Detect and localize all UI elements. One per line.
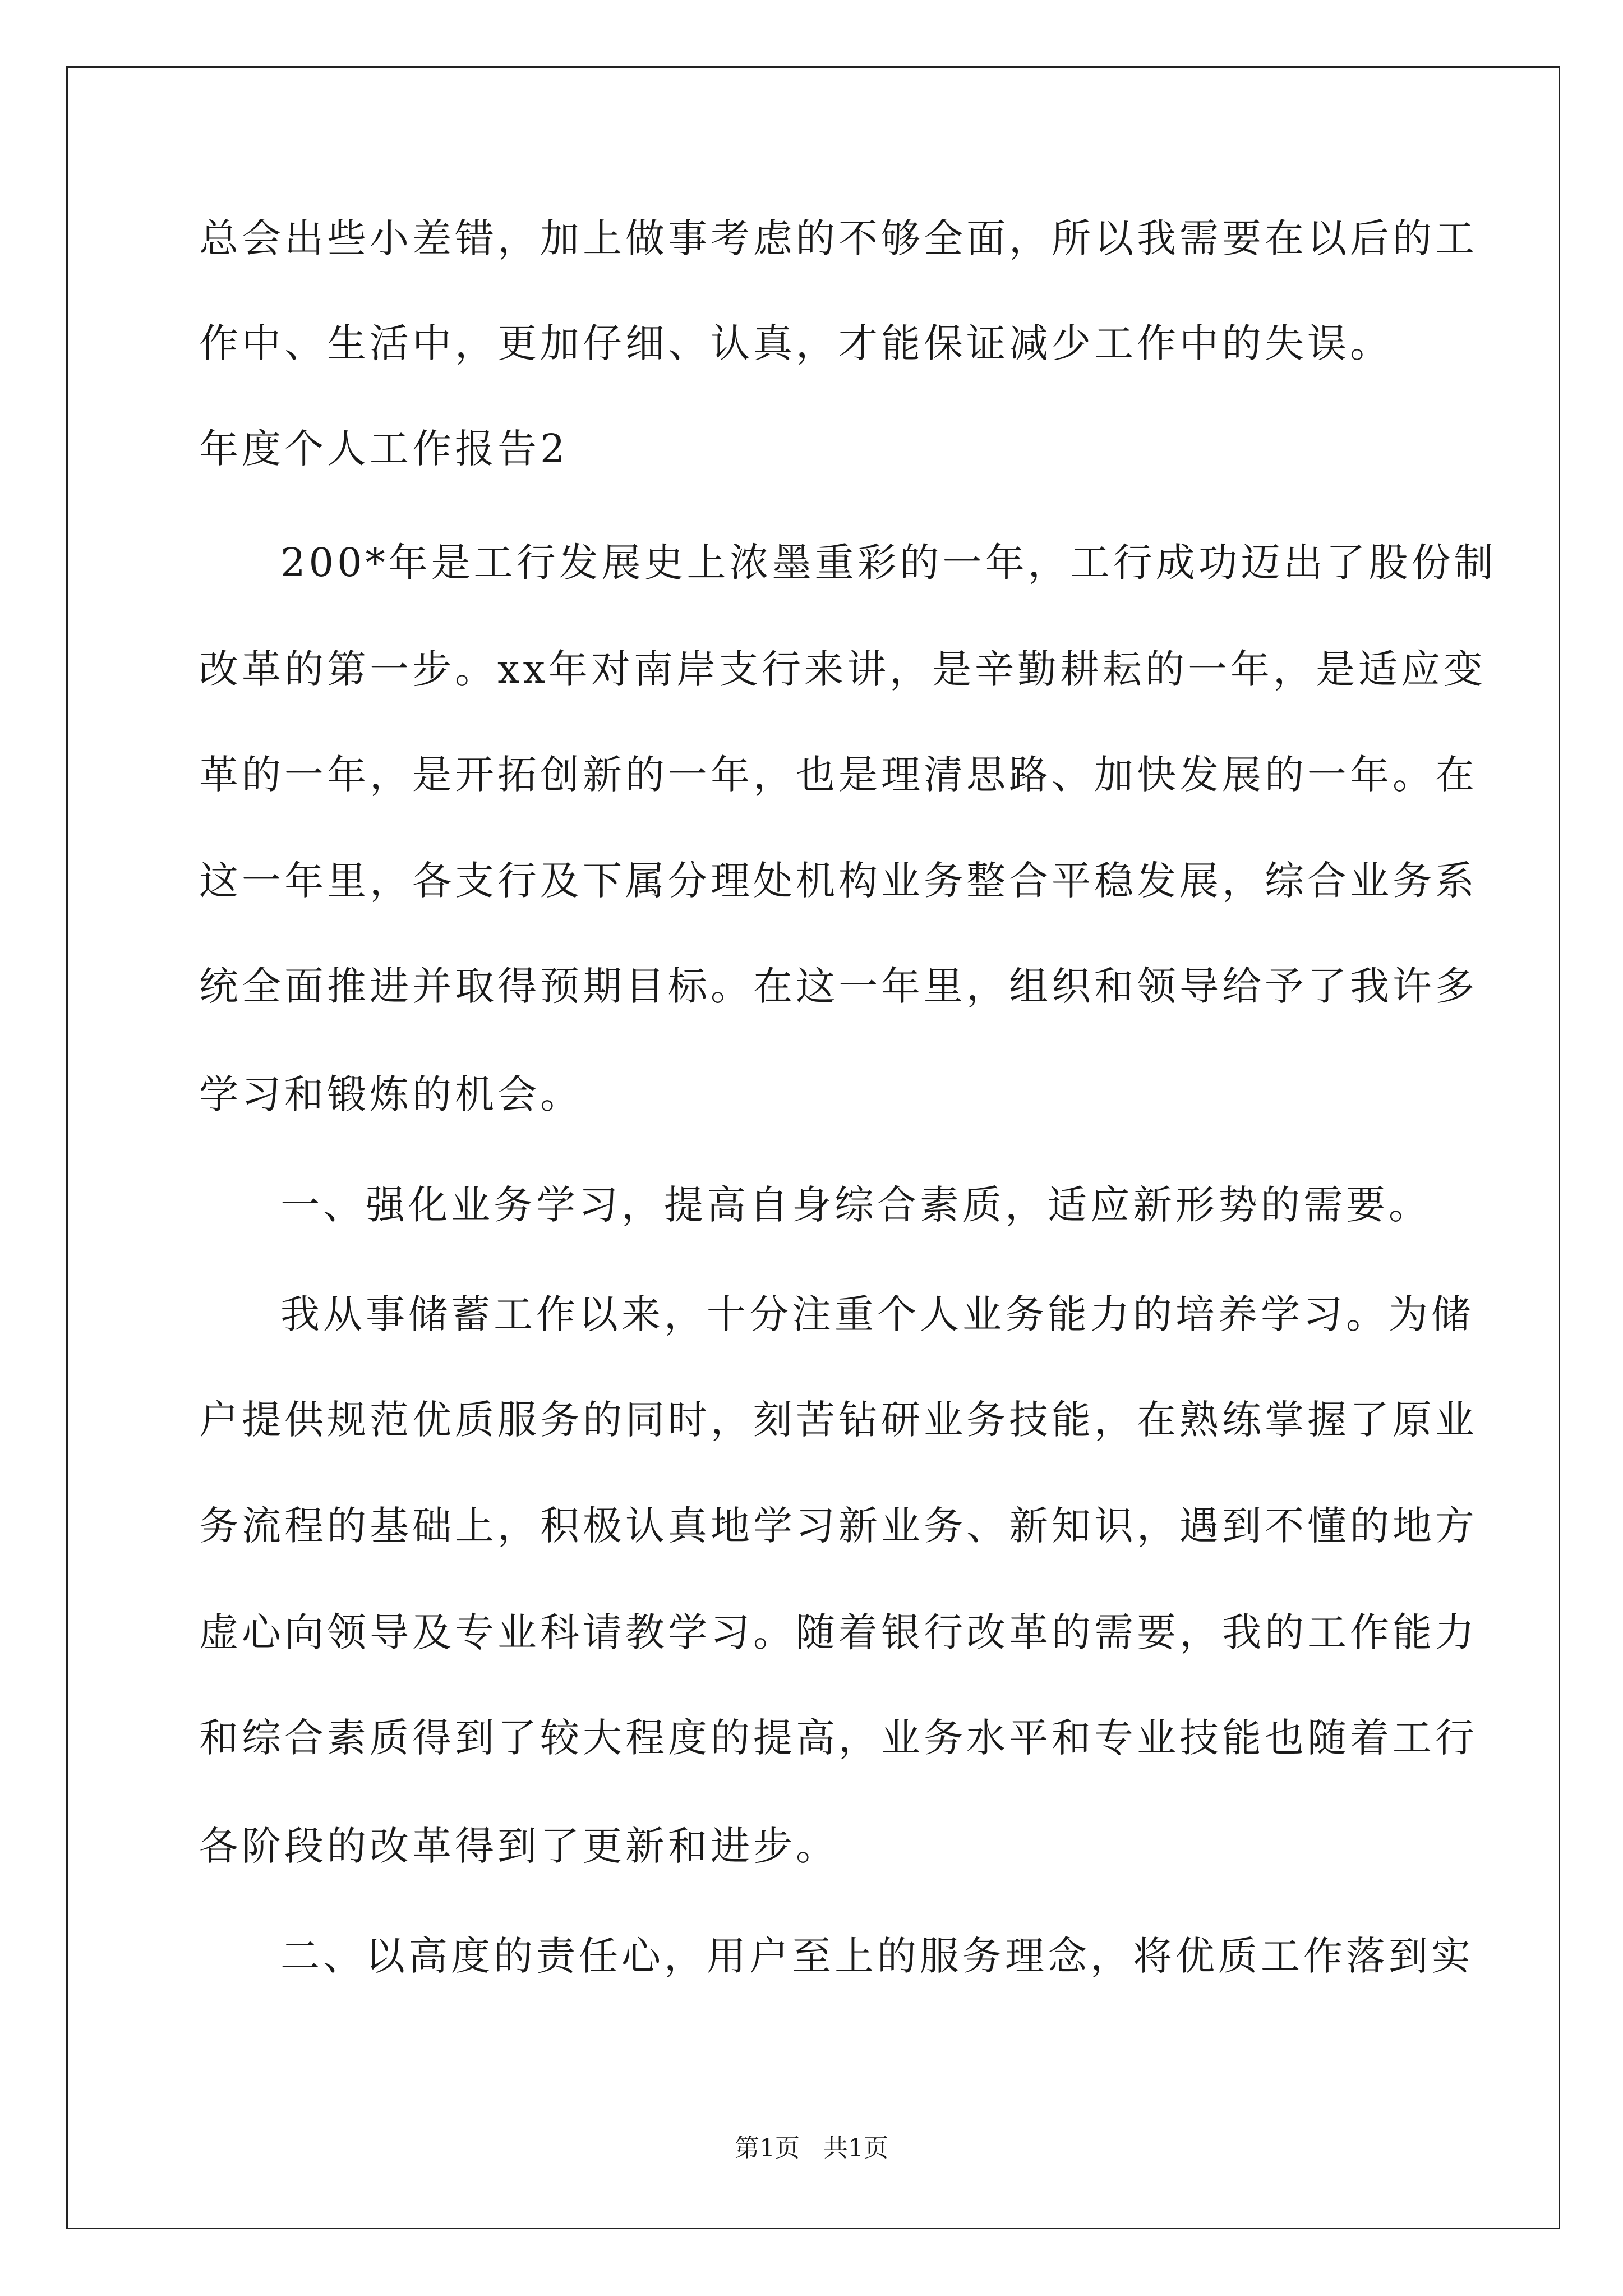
text-line: 我从事储蓄工作以来，十分注重个人业务能力的培养学习。为储 <box>280 1291 1474 1337</box>
text-line: 虚心向领导及专业科请教学习。随着银行改革的需要，我的工作能力 <box>199 1609 1478 1655</box>
page-number: 第1页 共1页 <box>735 2134 888 2162</box>
text-line: 作中、生活中，更加仔细、认真，才能保证减少工作中的失误。 <box>199 320 1393 366</box>
text-line: 统全面推进并取得预期目标。在这一年里，组织和领导给予了我许多 <box>199 963 1478 1009</box>
text-line: 二、以高度的责任心，用户至上的服务理念，将优质工作落到实 <box>280 1933 1474 1979</box>
page-border <box>66 66 1560 2229</box>
text-line: 各阶段的改革得到了更新和进步。 <box>199 1823 838 1869</box>
text-line: 学习和锻炼的机会。 <box>199 1071 583 1117</box>
text-line: 这一年里，各支行及下属分理处机构业务整合平稳发展，综合业务系 <box>199 858 1478 904</box>
text-line: 户提供规范优质服务的同时，刻苦钻研业务技能，在熟练掌握了原业 <box>199 1397 1478 1443</box>
text-line: 革的一年，是开拓创新的一年，也是理清思路、加快发展的一年。在 <box>199 752 1478 798</box>
text-line: 总会出些小差错，加上做事考虑的不够全面，所以我需要在以后的工 <box>199 215 1478 261</box>
text-line: 务流程的基础上，积极认真地学习新业务、新知识，遇到不懂的地方 <box>199 1503 1478 1549</box>
text-line: 一、强化业务学习，提高自身综合素质，适应新形势的需要。 <box>280 1182 1431 1228</box>
text-line: 改革的第一步。xx年对南岸支行来讲，是辛勤耕耘的一年，是适应变 <box>199 646 1486 692</box>
text-line: 和综合素质得到了较大程度的提高，业务水平和专业技能也随着工行 <box>199 1715 1478 1761</box>
section-heading: 年度个人工作报告2 <box>199 426 569 472</box>
text-line: 200*年是工行发展史上浓墨重彩的一年，工行成功迈出了股份制 <box>280 540 1497 586</box>
